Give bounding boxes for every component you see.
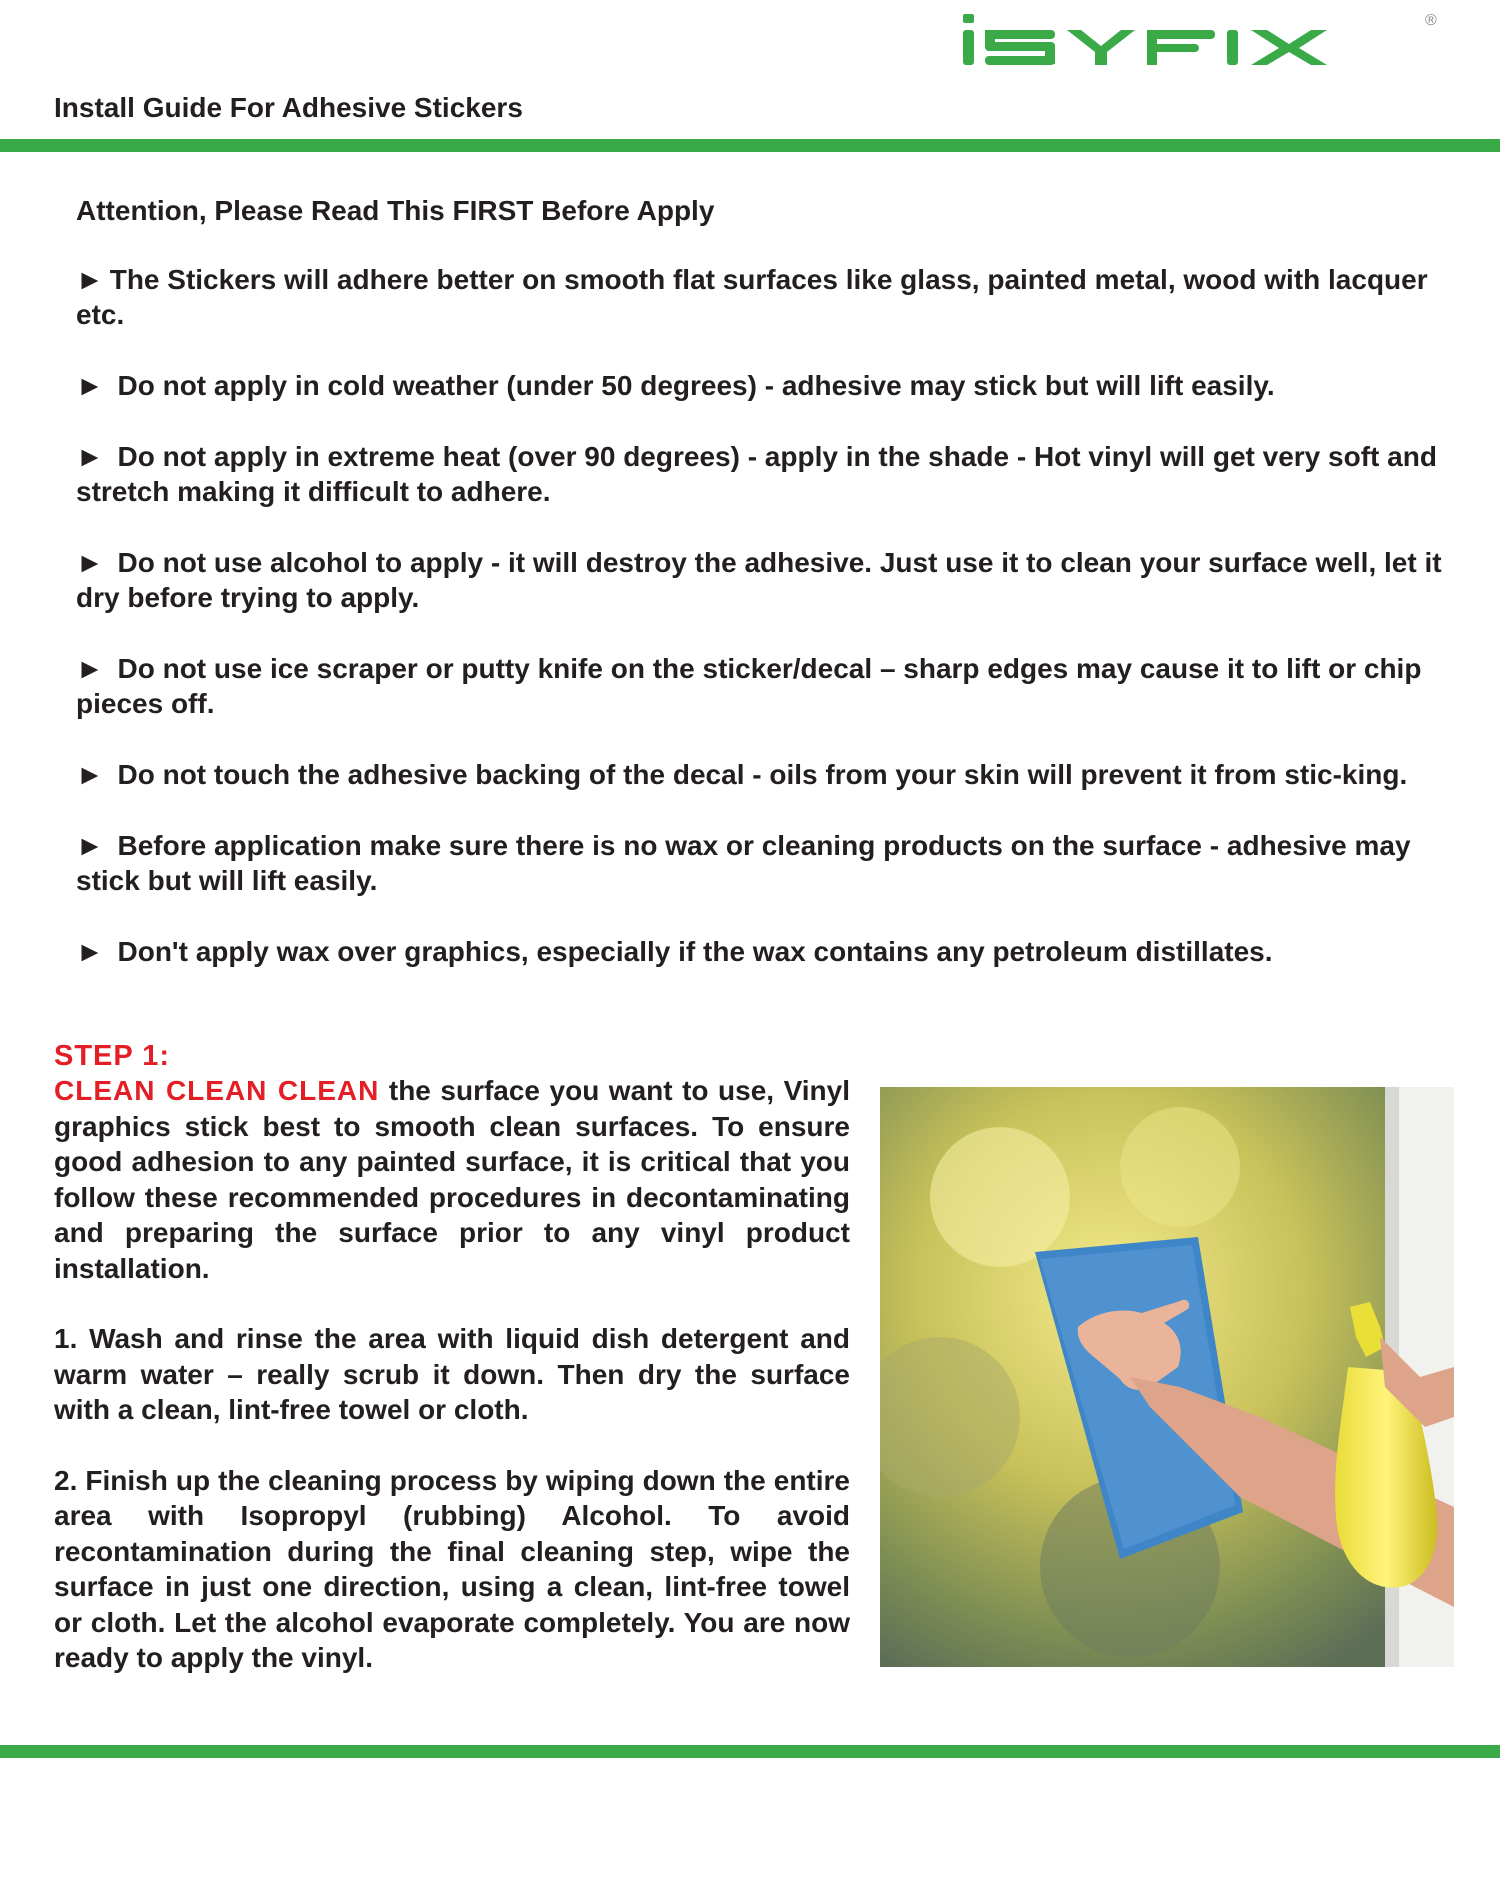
rule-item bbox=[76, 545, 1456, 615]
cleaning-photo bbox=[880, 1087, 1454, 1667]
rule-item bbox=[76, 262, 1456, 332]
rule-item bbox=[76, 757, 1456, 792]
isyfix-logo bbox=[955, 8, 1455, 80]
rule-text: Do not touch the adhesive backing of the decal - oils from your skin will prevent it from stic-king. bbox=[117, 759, 1408, 790]
rule-text: Do not apply in extreme heat (over 90 degrees) - apply in the shade - Hot vinyl will get very soft and stretch making it difficult to adhere. bbox=[76, 441, 1437, 507]
step-lead-text: the surface you want to use, Vinyl graphics stick best to smooth clean surfaces. To ensure good adhesion to any painted surface, it is critical that you follow these recommended procedures in decontaminating and preparing the surface prior to any vinyl product installation. bbox=[54, 1075, 850, 1284]
logo-i-dot bbox=[963, 14, 974, 23]
bokeh-light bbox=[930, 1127, 1070, 1267]
rule-item bbox=[76, 934, 1456, 969]
rule-item bbox=[76, 828, 1456, 898]
arrow-icon: ► bbox=[76, 653, 104, 684]
step-item-2: 2. Finish up the cleaning process by wiping down the entire area with Isopropyl (rubbing) Alcohol. To avoid recontamination during the final cleaning step, wipe the surface in just one direction, using a clean, lint-free towel or cloth. Let the alcohol evaporate completely. You are now ready to apply the vinyl. bbox=[54, 1464, 850, 1673]
logo-f-top bbox=[1147, 30, 1215, 39]
logo-i-stem bbox=[963, 30, 974, 65]
arrow-icon: ► bbox=[76, 441, 104, 472]
arrow-icon: ► bbox=[76, 547, 104, 578]
bottom-divider bbox=[0, 1745, 1500, 1758]
logo-s-right bbox=[1045, 46, 1055, 64]
logo-s-left bbox=[985, 30, 995, 48]
rule-text: Do not apply in cold weather (under 50 degrees) - adhesive may stick but will lift easily. bbox=[117, 370, 1275, 401]
step-lead-emphasis: CLEAN CLEAN CLEAN bbox=[54, 1075, 380, 1106]
logo-s-mid bbox=[985, 42, 1055, 51]
rule-text: The Stickers will adhere better on smooth flat surfaces like glass, painted metal, wood with lacquer etc. bbox=[76, 264, 1428, 330]
step-body bbox=[54, 1073, 850, 1711]
attention-heading: Attention, Please Read This FIRST Before Apply bbox=[76, 195, 715, 226]
arrow-icon: ► bbox=[76, 264, 104, 295]
rule-text: Don't apply wax over graphics, especially if the wax contains any petroleum distillates. bbox=[117, 936, 1273, 967]
logo-x bbox=[1251, 30, 1327, 65]
rule-text: Before application make sure there is no wax or cleaning products on the surface - adhesive may stick but will lift easily. bbox=[76, 830, 1411, 896]
rule-item bbox=[76, 651, 1456, 721]
bokeh-light bbox=[1120, 1107, 1240, 1227]
step-title: STEP 1: bbox=[54, 1040, 171, 1072]
rules-list bbox=[76, 262, 1456, 1005]
logo-s-top bbox=[985, 30, 1055, 39]
rule-item bbox=[76, 439, 1456, 509]
arrow-icon: ► bbox=[76, 936, 104, 967]
isyfix-logo-art bbox=[955, 8, 1455, 80]
registered-mark: ® bbox=[1425, 12, 1437, 29]
rule-item bbox=[76, 368, 1456, 403]
logo-s-bottom bbox=[985, 56, 1055, 65]
logo-y bbox=[1067, 30, 1135, 65]
cleaning-photo-art bbox=[880, 1087, 1454, 1667]
arrow-icon: ► bbox=[76, 759, 104, 790]
rule-text: Do not use alcohol to apply - it will destroy the adhesive. Just use it to clean your surface well, let it dry before trying to apply. bbox=[76, 547, 1442, 613]
page-title: Install Guide For Adhesive Stickers bbox=[54, 92, 523, 123]
top-divider bbox=[0, 139, 1500, 152]
logo-i2 bbox=[1227, 30, 1238, 65]
step-item-1: 1. Wash and rinse the area with liquid dish detergent and warm water – really scrub it down. Then dry the surface with a clean, lint-free towel or cloth. bbox=[54, 1323, 850, 1425]
logo-f-mid bbox=[1147, 44, 1199, 52]
arrow-icon: ► bbox=[76, 370, 104, 401]
rule-text: Do not use ice scraper or putty knife on the sticker/decal – sharp edges may cause it to lift or chip pieces off. bbox=[76, 653, 1422, 719]
step-intro bbox=[54, 1073, 850, 1286]
arrow-icon: ► bbox=[76, 830, 104, 861]
